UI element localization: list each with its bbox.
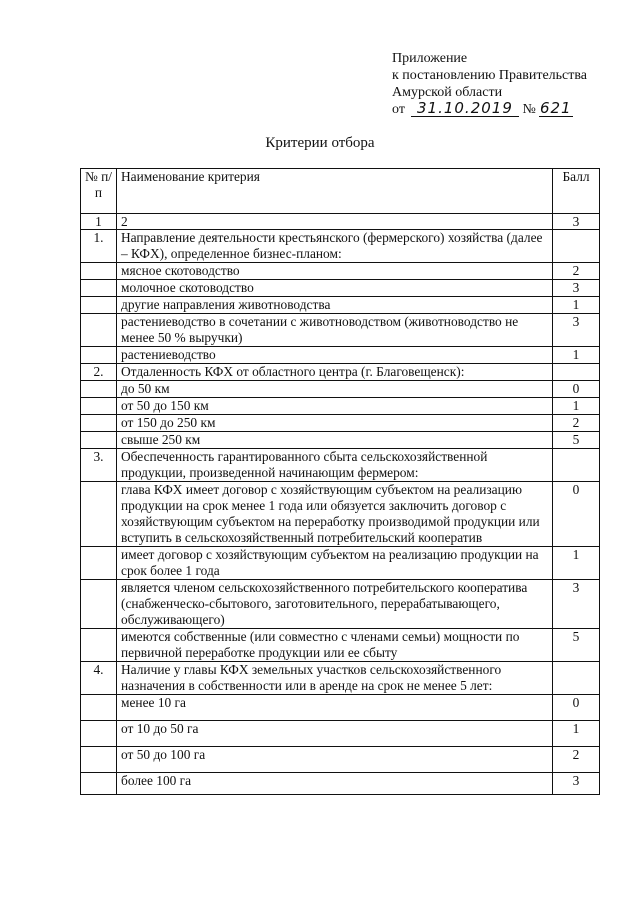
criterion-row — [81, 580, 600, 629]
criterion-score: 2 — [553, 263, 600, 280]
criterion-score: 1 — [553, 347, 600, 364]
criterion-score: 5 — [553, 629, 600, 662]
criterion-row — [81, 314, 600, 347]
section-title: Направление деятельности крестьянского (фермерского) хозяйства (далее – КФХ), определенное бизнес-планом: — [117, 230, 553, 263]
section-score-empty — [553, 364, 600, 381]
criterion-text: от 10 до 50 га — [117, 721, 553, 747]
criterion-text: от 50 до 150 км — [117, 398, 553, 415]
region-name: Амурской области — [392, 85, 503, 100]
criterion-row — [81, 432, 600, 449]
empty-cell — [81, 314, 117, 347]
empty-cell — [81, 629, 117, 662]
date-prefix: от — [392, 102, 405, 117]
criterion-row — [81, 482, 600, 547]
empty-cell — [81, 263, 117, 280]
criterion-row — [81, 280, 600, 297]
criterion-score: 3 — [553, 280, 600, 297]
section-title: Наличие у главы КФХ земельных участков сельскохозяйственного назначения в собственности или в аренде на срок не менее 5 лет: — [117, 662, 553, 695]
section-title: Обеспеченность гарантированного сбыта сельскохозяйственной продукции, произведенной начинающим фермером: — [117, 449, 553, 482]
criterion-text: мясное скотоводство — [117, 263, 553, 280]
empty-cell — [81, 381, 117, 398]
empty-cell — [81, 747, 117, 773]
criterion-row — [81, 347, 600, 364]
handwritten-date: 31.10.2019 — [411, 101, 519, 117]
criterion-score: 2 — [553, 415, 600, 432]
header-score: Балл — [553, 169, 600, 214]
appendix-header — [392, 50, 632, 118]
criterion-score: 1 — [553, 297, 600, 314]
section-score-empty — [553, 449, 600, 482]
section-number: 2. — [81, 364, 117, 381]
section-score-empty — [553, 662, 600, 695]
section-number: 3. — [81, 449, 117, 482]
section-row — [81, 364, 600, 381]
section-row — [81, 662, 600, 695]
date-number-line — [392, 101, 632, 118]
criterion-score: 1 — [553, 721, 600, 747]
empty-cell — [81, 297, 117, 314]
criterion-row — [81, 415, 600, 432]
empty-cell — [81, 482, 117, 547]
section-row — [81, 230, 600, 263]
criteria-table — [80, 168, 600, 795]
empty-cell — [81, 773, 117, 795]
empty-cell — [81, 695, 117, 721]
criterion-text: до 50 км — [117, 381, 553, 398]
criterion-row — [81, 747, 600, 773]
criterion-text: растениеводство — [117, 347, 553, 364]
column-number-1: 1 — [81, 214, 117, 230]
header-criterion: Наименование критерия — [117, 169, 553, 214]
section-number: 1. — [81, 230, 117, 263]
criterion-score: 3 — [553, 580, 600, 629]
empty-cell — [81, 547, 117, 580]
appendix-label: Приложение — [392, 51, 468, 66]
table-header-row — [81, 169, 600, 214]
criterion-row — [81, 695, 600, 721]
section-row — [81, 449, 600, 482]
criterion-score: 2 — [553, 747, 600, 773]
criterion-score: 0 — [553, 381, 600, 398]
empty-cell — [81, 280, 117, 297]
criterion-row — [81, 381, 600, 398]
header-number: № п/п — [81, 169, 117, 214]
section-title: Отдаленность КФХ от областного центра (г. Благовещенск): — [117, 364, 553, 381]
criterion-row — [81, 398, 600, 415]
criterion-text: является членом сельскохозяйственного потребительского кооператива (снабженческо-сбытового, заготовительного, перерабатывающего, обслуживающего) — [117, 580, 553, 629]
criterion-row — [81, 629, 600, 662]
criterion-text: глава КФХ имеет договор с хозяйствующим субъектом на реализацию продукции на срок менее 1 года или обязуется заключить договор с хозяйствующим субъектом на переработку производимой продукции или вступить в сельскохозяйственный потребительский кооператив — [117, 482, 553, 547]
criterion-score: 1 — [553, 398, 600, 415]
criterion-text: растениеводство в сочетании с животноводством (животноводство не менее 50 % выручки) — [117, 314, 553, 347]
criterion-text: от 150 до 250 км — [117, 415, 553, 432]
criterion-text: свыше 250 км — [117, 432, 553, 449]
column-numbering-row — [81, 214, 600, 230]
criterion-row — [81, 547, 600, 580]
criterion-score: 5 — [553, 432, 600, 449]
document-title: Критерии отбора — [265, 135, 375, 151]
section-score-empty — [553, 230, 600, 263]
criterion-text: имеет договор с хозяйствующим субъектом на реализацию продукции на срок более 1 года — [117, 547, 553, 580]
criterion-score: 3 — [553, 773, 600, 795]
number-prefix: № — [522, 102, 536, 117]
criterion-text: менее 10 га — [117, 695, 553, 721]
criterion-row — [81, 263, 600, 280]
section-number: 4. — [81, 662, 117, 695]
criterion-score: 3 — [553, 314, 600, 347]
criterion-text: другие направления животноводства — [117, 297, 553, 314]
criterion-row — [81, 721, 600, 747]
empty-cell — [81, 721, 117, 747]
criterion-row — [81, 773, 600, 795]
column-number-2: 2 — [117, 214, 553, 230]
column-number-3: 3 — [553, 214, 600, 230]
empty-cell — [81, 398, 117, 415]
criterion-row — [81, 297, 600, 314]
criterion-text: молочное скотоводство — [117, 280, 553, 297]
empty-cell — [81, 432, 117, 449]
resolution-reference: к постановлению Правительства — [392, 68, 588, 83]
empty-cell — [81, 580, 117, 629]
empty-cell — [81, 415, 117, 432]
criterion-score: 0 — [553, 695, 600, 721]
empty-cell — [81, 347, 117, 364]
criterion-text: более 100 га — [117, 773, 553, 795]
criterion-text: имеются собственные (или совместно с членами семьи) мощности по первичной переработке продукции или ее сбыту — [117, 629, 553, 662]
handwritten-number: 621 — [539, 99, 572, 117]
criterion-score: 0 — [553, 482, 600, 547]
criterion-text: от 50 до 100 га — [117, 747, 553, 773]
criterion-score: 1 — [553, 547, 600, 580]
